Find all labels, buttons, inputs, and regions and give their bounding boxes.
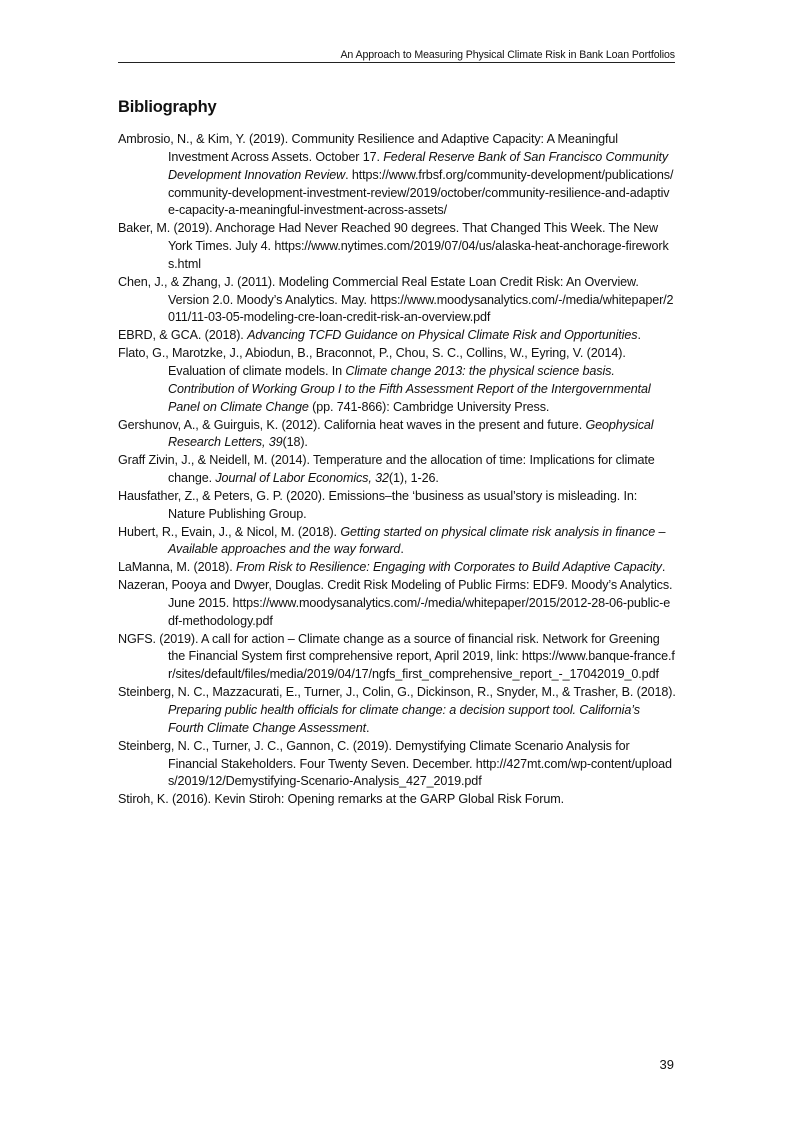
reference-title: Federal Reserve Bank of San Francisco Community Development Innovation Review [168,149,669,182]
reference-title: From Risk to Resilience: Engaging with Corporates to Build Adaptive Capacity [236,560,662,575]
reference-entry [118,524,676,560]
reference-url: https://www.moodysanalytics.com/-/media/whitepaper/2015/2012-28-06-public-edf-methodology.pdf [168,595,671,628]
reference-entry [118,559,676,577]
reference-url: https://www.frbsf.org/community-development/publications/community-development-investment-review/2019/october/community-resilience-and-adaptive-capacity-a-meaningful-investment-across-assets/ [168,167,674,218]
reference-text: (18). [282,435,308,450]
reference-text: Flato, G., Marotzke, J., Abiodun, B., Braconnot, P., Chou, S. C., Collins, W., Eyring, V. (2014). Evaluation of climate models. In [118,346,626,378]
reference-entry [118,417,676,453]
reference-title: Getting started on physical climate risk analysis in finance – Available approaches and the way forward [168,524,666,557]
header-rule [118,62,675,63]
running-header: An Approach to Measuring Physical Climate Risk in Bank Loan Portfolios [340,49,675,61]
reference-entry [118,220,676,274]
reference-entry [118,577,676,631]
reference-text: Nazeran, Pooya and Dwyer, Douglas. Credit Risk Modeling of Public Firms: EDF9. Moody’s Analytics. June 2015. [118,578,673,610]
reference-text: (1), 1-26. [388,471,439,486]
reference-text: Baker, M. (2019). Anchorage Had Never Reached 90 degrees. That Changed This Week. The New York Times. July 4. [118,221,659,254]
reference-text: NGFS. (2019). A call for action – Climate change as a source of financial risk. Network for Greening the Financial System first comprehensive report, April 2019, link: [118,631,660,664]
reference-entry [118,452,676,488]
reference-title: Geophysical Research Letters, 39 [168,417,654,450]
reference-list [118,131,676,809]
reference-text: (pp. 741-866): Cambridge University Press. [308,399,550,414]
reference-url: https://www.nytimes.com/2019/07/04/us/alaska-heat-anchorage-fireworks.html [168,239,669,271]
reference-text: LaManna, M. (2018). [118,560,237,575]
reference-text: Steinberg, N. C., Mazzacurati, E., Turner, J., Colin, G., Dickinson, R., Snyder, M., & Trasher, B. (2018). [118,685,676,700]
reference-text: Ambrosio, N., & Kim, Y. (2019). Community Resilience and Adaptive Capacity: A Meaningful Investment Across Assets. October 17. [118,132,618,164]
reference-title: Preparing public health officials for climate change: a decision support tool. California’s Fourth Climate Change Assessment [168,703,640,735]
reference-entry [118,791,676,809]
reference-text: Stiroh, K. (2016). Kevin Stiroh: Opening remarks at the GARP Global Risk Forum. [118,792,564,807]
reference-title: Climate change 2013: the physical science basis. Contribution of Working Group I to the Fifth Assessment Report of the Intergovernmental Panel on Climate Change [168,363,651,414]
reference-entry [118,738,676,792]
reference-entry [118,345,676,416]
reference-text: Chen, J., & Zhang, J. (2011). Modeling Commercial Real Estate Loan Credit Risk: An Overview. Version 2.0. Moody’s Analytics. May. [118,274,639,307]
reference-url: https://www.moodysanalytics.com/-/media/whitepaper/2011/11-03-05-modeling-cre-loan-credit-risk-an-overview.pdf [168,292,674,325]
reference-entry [118,488,676,524]
reference-text: Graff Zivin, J., & Neidell, M. (2014). Temperature and the allocation of time: Implications for climate change. [118,453,655,486]
reference-text: . [345,167,352,182]
reference-text: EBRD, & GCA. (2018). [118,328,248,343]
reference-text: . [661,560,666,575]
reference-text: Gershunov, A., & Guirguis, K. (2012). California heat waves in the present and future. [118,417,586,432]
reference-text: . [365,720,370,735]
reference-text: Hausfather, Z., & Peters, G. P. (2020). Emissions–the ‘business as usual’story is misleading. In: Nature Publishing Group. [118,488,638,521]
reference-text: Steinberg, N. C., Turner, J. C., Gannon, C. (2019). Demystifying Climate Scenario Analysis for Financial Stakeholders. Four Twenty Seven. December. [118,738,630,771]
reference-text: Hubert, R., Evain, J., & Nicol, M. (2018). [118,524,341,539]
reference-text: . [637,328,641,343]
reference-title: Advancing TCFD Guidance on Physical Climate Risk and Opportunities [247,328,638,343]
page-number: 39 [659,1057,674,1072]
reference-entry [118,274,676,328]
reference-entry [118,631,676,685]
reference-entry [118,684,676,738]
reference-entry [118,327,676,345]
reference-text: . [400,542,404,557]
reference-title: Journal of Labor Economics, 32 [215,471,389,486]
reference-url: https://www.banque-france.fr/sites/default/files/media/2019/04/17/ngfs_first_comprehensive_report_-_17042019_0.pdf [168,649,675,682]
reference-entry [118,131,676,220]
bibliography-heading: Bibliography [118,98,217,116]
reference-url: http://427mt.com/wp-content/uploads/2019/12/Demystifying-Scenario-Analysis_427_2019.pdf [168,756,672,789]
